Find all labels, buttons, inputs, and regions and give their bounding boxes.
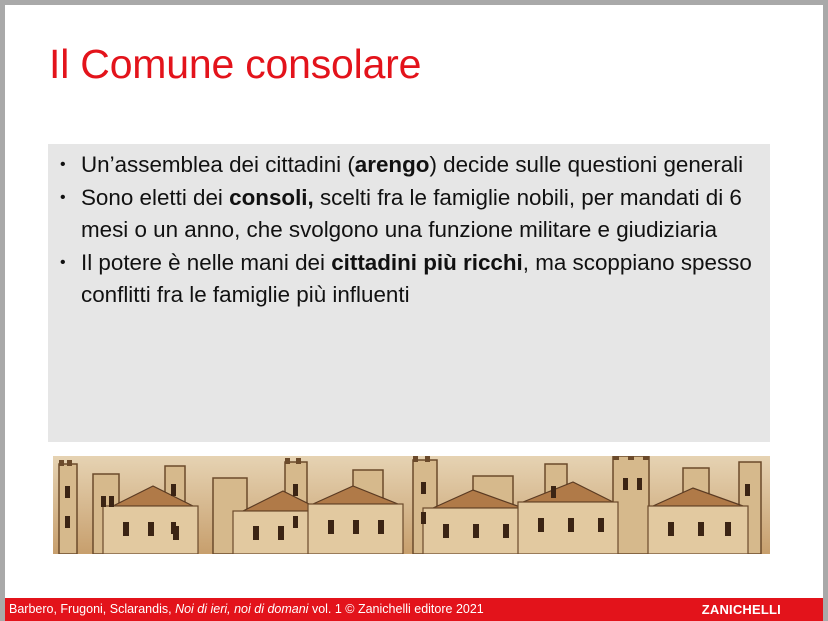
bullet-text: , ma scoppiano spesso conflitti fra le famiglie più influenti [81, 249, 752, 307]
bullet-item [58, 247, 758, 312]
footer-bar [5, 598, 823, 621]
bullet-text: ) decide sulle questioni generali [429, 152, 744, 177]
bullet-item [58, 182, 758, 247]
bullet-emphasis: cittadini più ricchi [331, 249, 523, 275]
slide [5, 5, 823, 621]
bullet-text: scelti fra le famiglie nobili, per mandati di 6 mesi o un anno, che svolgono una funzione militare e giudiziaria [81, 184, 742, 242]
bullet-list [58, 149, 758, 312]
bullet-dot-icon: • [60, 188, 66, 206]
bullet-dot-icon: • [60, 253, 66, 271]
footer-book-title: Noi di ieri, noi di domani [175, 602, 309, 616]
footer-citation [9, 602, 484, 616]
bullet-dot-icon: • [60, 156, 66, 173]
footer-authors: Barbero, Frugoni, Sclarandis, [9, 602, 176, 616]
bullet-emphasis: consoli, [229, 184, 314, 210]
bullet-text: Un’assemblea dei cittadini ( [81, 152, 355, 177]
city-illustration [53, 456, 770, 554]
bullet-emphasis: arengo [354, 152, 430, 177]
bullet-item [58, 149, 758, 182]
slide-title: Il Comune consolare [49, 41, 422, 87]
bullet-text: Il potere è nelle mani dei [81, 249, 332, 275]
publisher-logo: ZANICHELLI [701, 602, 781, 617]
medieval-city-painting-image [53, 456, 770, 554]
footer-rest: vol. 1 © Zanichelli editore 2021 [308, 602, 484, 616]
content-box [48, 144, 770, 442]
bullet-text: Sono eletti dei [81, 184, 230, 210]
